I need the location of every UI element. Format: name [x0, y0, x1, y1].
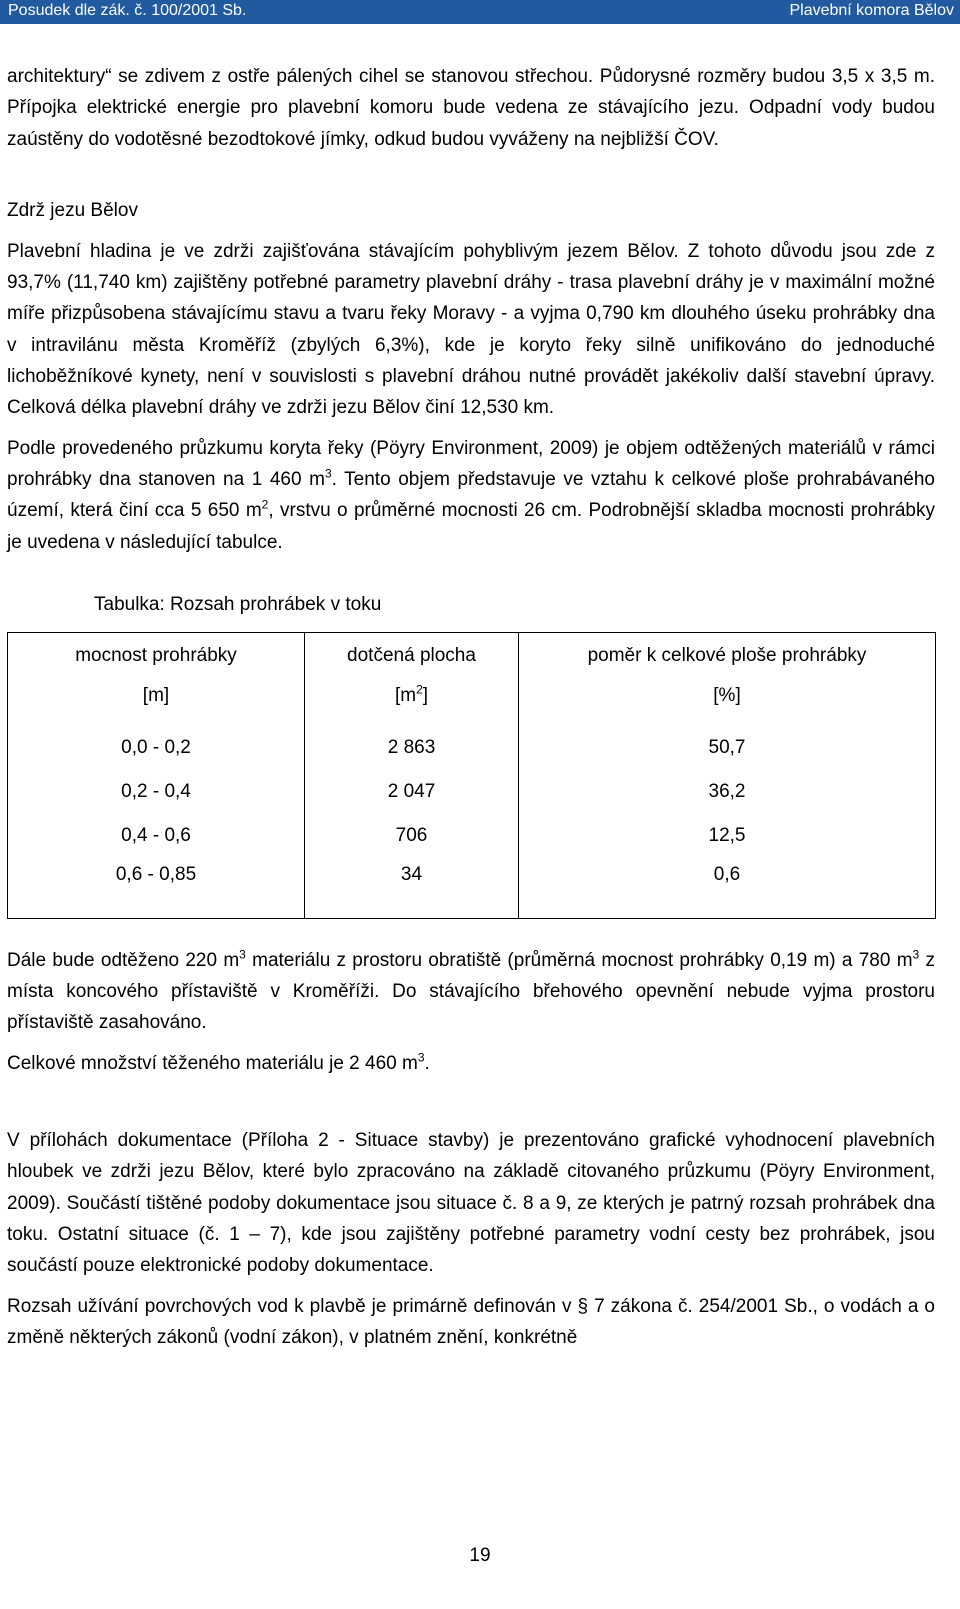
- unit-area-text: [m: [394, 684, 417, 706]
- cell-area: 2 047: [305, 770, 519, 814]
- paragraph-legal: Rozsah užívání povrchových vod k plavbě je primárně definován v § 7 zákona č. 254/2001 Sb., o vodách a o změně některých zákonů (vodní zákon), v platném znění, konkrétně: [7, 1295, 935, 1348]
- paragraph-building: architektury“ se zdivem z ostře pálených cihel se stanovou střechou. Půdorysné rozměry budou 3,5 x 3,5 m. Přípojka elektrické energie pro plavební komoru bude vedena ze stávajícího jezu. Odpadní vody budou zaústěny do vodotěsné bezodtokové jímky, odkud budou vyváženy na nejbližší ČOV.: [7, 66, 935, 150]
- header-document-title: Posudek dle zák. č. 100/2001 Sb.: [8, 2, 247, 19]
- square-superscript: 2: [261, 497, 269, 512]
- cell-ratio: 12,5: [519, 814, 936, 858]
- unit-area: [305, 679, 519, 726]
- table-header-row: [8, 632, 936, 679]
- paragraph-survey: [7, 433, 935, 558]
- cubic-superscript: 3: [912, 947, 920, 962]
- table-units-row: [8, 679, 936, 726]
- section-heading: Zdrž jezu Bělov: [7, 199, 138, 221]
- table-row: [8, 858, 936, 919]
- cell-ratio: 0,6: [519, 858, 936, 919]
- cubic-superscript: 3: [324, 466, 332, 481]
- cell-thickness: 0,6 - 0,85: [8, 858, 305, 919]
- paragraph-total-volume: [7, 1048, 935, 1079]
- extra-text-c: z místa koncového přístaviště v Kroměříži. Do stávajícího břehového opevnění nebude vyjma prostoru přístaviště zasahováno.: [7, 949, 935, 1034]
- header-area: dotčená plocha: [305, 632, 519, 679]
- cell-thickness: 0,4 - 0,6: [8, 814, 305, 858]
- survey-text-b: . Tento objem představuje ve vztahu k celkové ploše prohrabávaného území, která činí cca 5 650 m: [7, 468, 935, 522]
- dredging-table: [7, 632, 936, 919]
- table-row: [8, 814, 936, 858]
- extra-text-a: Dále bude odtěženo 220 m: [7, 949, 240, 971]
- total-text-a: Celkové množství těženého materiálu je 2 460 m: [7, 1052, 418, 1074]
- table-caption: Tabulka: Rozsah prohrábek v toku: [94, 593, 382, 615]
- survey-text-c: , vrstvu o průměrné mocnosti 26 cm. Podrobnější skladba mocnosti prohrábky je uvedena v následující tabulce.: [7, 500, 935, 553]
- header-ratio: poměr k celkové ploše prohrábky: [519, 632, 936, 679]
- survey-text-a: Podle provedeného průzkumu koryta řeky (Pöyry Environment, 2009) je objem odtěžených materiálů v rámci prohrábky dna stanoven na 1 460 m: [7, 437, 935, 490]
- table-row: [8, 726, 936, 770]
- header-project-title: Plavební komora Bělov: [789, 2, 954, 19]
- cell-ratio: 36,2: [519, 770, 936, 814]
- header-thickness: mocnost prohrábky: [8, 632, 305, 679]
- unit-ratio: [%]: [519, 679, 936, 726]
- cell-area: 706: [305, 814, 519, 858]
- cell-thickness: 0,0 - 0,2: [8, 726, 305, 770]
- unit-area-superscript: 2: [416, 682, 423, 697]
- cell-area: 2 863: [305, 726, 519, 770]
- paragraph-waterway: Plavební hladina je ve zdrži zajišťována stávajícím pohyblivým jezem Bělov. Z tohoto důvodu jsou zde z 93,7% (11,740 km) zajištěny potřebné parametry plavební dráhy - trasa plavební dráhy je v maximální možné míře přizpůsobena stávajícímu stavu a tvaru řeky Moravy - a vyjma 0,790 km dlouhého úseku prohrábky dna v intravilánu města Kroměříž (zbylých 6,3%), kde je koryto řeky silně unifikováno do jednoduché lichoběžníkové kynety, není v souvislosti s plavební dráhou nutné provádět jakékoliv další stavební úpravy. Celková délka plavební dráhy ve zdrži jezu Bělov činí 12,530 km.: [7, 240, 935, 419]
- cubic-superscript: 3: [239, 947, 246, 962]
- page-header: [0, 0, 960, 24]
- table-row: [8, 770, 936, 814]
- paragraph-annexes: V přílohách dokumentace (Příloha 2 - Situace stavby) je prezentováno grafické vyhodnocení plavebních hloubek ve zdrži jezu Bělov, které bylo zpracováno na základě citovaného průzkumu (Pöyry Environment, 2009). Součástí tištěné podoby dokumentace jsou situace č. 8 a 9, ze kterých je patrný rozsah prohrábek dna toku. Ostatní situace (č. 1 – 7), kde jsou zajištěny potřebné parametry vodní cesty bez prohrábek, jsou součástí pouze elektronické podoby dokumentace.: [7, 1130, 935, 1277]
- cell-thickness: 0,2 - 0,4: [8, 770, 305, 814]
- page-content: [7, 61, 935, 1353]
- cubic-superscript: 3: [417, 1050, 425, 1065]
- extra-text-b: materiálu z prostoru obratiště (průměrná mocnost prohrábky 0,19 m) a 780 m: [245, 949, 913, 971]
- cell-ratio: 50,7: [519, 726, 936, 770]
- unit-area-close: ]: [422, 684, 429, 706]
- total-text-b: .: [424, 1052, 430, 1074]
- paragraph-extra-dredging: [7, 945, 935, 1039]
- page-number: 19: [469, 1545, 491, 1566]
- unit-thickness: [m]: [8, 679, 305, 726]
- cell-area: 34: [305, 858, 519, 919]
